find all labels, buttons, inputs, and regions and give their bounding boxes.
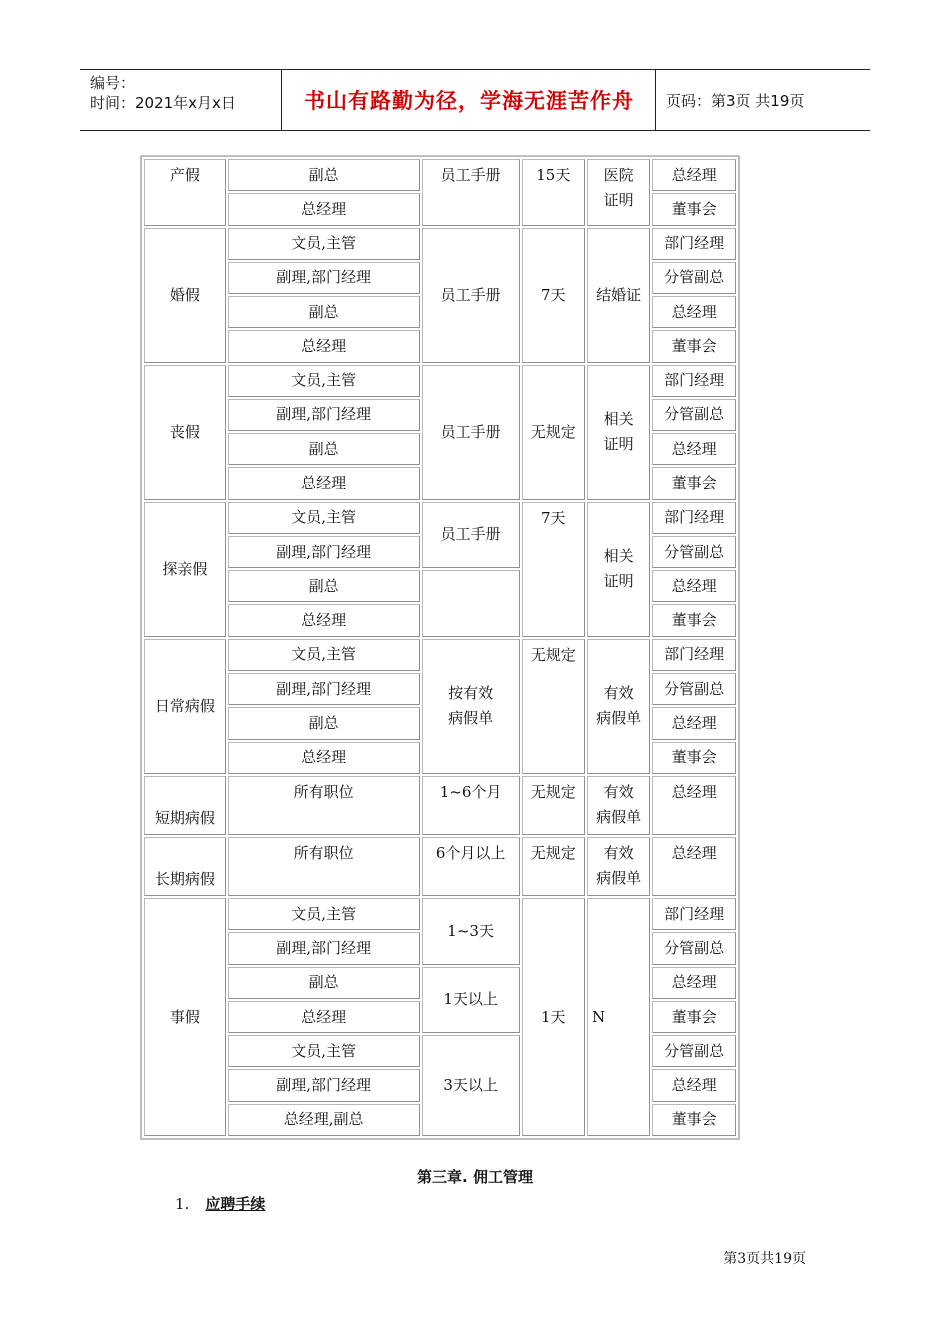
cell-text: 副理,部门经理 <box>276 542 372 561</box>
cell-text: 1~6个月 <box>439 782 502 801</box>
table-cell <box>228 570 420 602</box>
cell-text: 部门经理 <box>664 234 725 253</box>
cell-text: 总经理,副总 <box>283 1110 364 1129</box>
cell-text: 证明 <box>603 191 634 209</box>
leave-approval-table <box>140 155 740 1140</box>
table-cell <box>228 639 420 671</box>
cell-text: 员工手册 <box>440 166 501 184</box>
table-row <box>144 228 736 260</box>
table-cell <box>652 932 736 964</box>
table-cell <box>522 776 585 835</box>
cell-text: 无规定 <box>530 645 576 664</box>
cell-text: 无规定 <box>530 782 576 801</box>
table-cell <box>652 673 736 705</box>
cell-text: 有效 <box>603 782 634 801</box>
table-cell <box>652 1001 736 1033</box>
cell-text: 日常病假 <box>154 696 215 715</box>
cell-text: 董事会 <box>671 474 717 493</box>
table-cell <box>228 776 420 835</box>
cell-text: 1天以上 <box>443 990 498 1009</box>
cell-text: 分管副总 <box>664 268 725 287</box>
section-title: 应聘手续 <box>205 1195 266 1213</box>
cell-text: 文员,主管 <box>291 371 357 390</box>
table-cell <box>422 228 520 363</box>
table-cell <box>652 159 736 191</box>
cell-text: 总经理 <box>671 165 717 184</box>
cell-text: 相关 <box>603 547 634 566</box>
cell-text: 按有效 <box>448 684 494 703</box>
cell-text: 董事会 <box>671 336 717 355</box>
table-row <box>144 639 736 671</box>
cell-text: 总经理 <box>671 843 717 862</box>
cell-text: 分管副总 <box>664 542 725 561</box>
cell-text: 相关 <box>603 410 634 429</box>
table-cell <box>652 776 736 835</box>
table-cell <box>652 967 736 999</box>
cell-text: 总经理 <box>301 336 347 355</box>
table-row <box>144 365 736 397</box>
cell-text: 副总 <box>308 439 339 458</box>
cell-text: 董事会 <box>671 611 717 630</box>
table-cell <box>228 365 420 397</box>
table-cell <box>422 776 520 835</box>
leave-approval-table-container <box>140 155 740 1140</box>
table-cell <box>587 898 650 1136</box>
cell-text: 总经理 <box>301 611 347 630</box>
table-cell <box>652 1069 736 1101</box>
table-cell <box>228 1104 420 1136</box>
table-cell <box>228 707 420 739</box>
table-cell <box>228 536 420 568</box>
cell-text: 病假单 <box>596 868 642 887</box>
table-cell <box>652 467 736 499</box>
table-cell <box>228 1035 420 1067</box>
cell-text: 总经理 <box>301 199 347 218</box>
table-cell <box>144 776 226 835</box>
table-cell <box>228 604 420 636</box>
table-cell <box>587 837 650 896</box>
table-cell <box>652 536 736 568</box>
table-cell <box>587 159 650 226</box>
cell-text: 分管副总 <box>664 938 725 957</box>
table-cell <box>652 707 736 739</box>
cell-text: 7天 <box>541 508 566 527</box>
table-cell <box>652 296 736 328</box>
table-cell <box>652 193 736 225</box>
table-cell <box>228 433 420 465</box>
cell-text: 证明 <box>603 435 634 454</box>
table-row <box>144 159 736 191</box>
table-row <box>144 776 736 835</box>
table-cell <box>228 228 420 260</box>
table-cell <box>652 639 736 671</box>
cell-text: 病假单 <box>596 807 642 826</box>
cell-text: 证明 <box>603 572 634 591</box>
table-cell <box>652 433 736 465</box>
page-header <box>80 69 870 131</box>
cell-text: 无规定 <box>530 843 576 862</box>
cell-text: 副理,部门经理 <box>276 268 372 287</box>
cell-text: 事假 <box>169 1007 200 1026</box>
table-row <box>144 502 736 534</box>
table-row <box>144 898 736 930</box>
cell-text: 总经理 <box>671 782 717 801</box>
cell-text: 总经理 <box>671 1076 717 1095</box>
cell-text: 部门经理 <box>664 645 725 664</box>
cell-text: 无规定 <box>530 422 576 441</box>
table-cell <box>144 365 226 500</box>
table-cell <box>422 502 520 569</box>
table-cell <box>228 159 420 191</box>
table-cell <box>652 604 736 636</box>
cell-text: 部门经理 <box>664 508 725 527</box>
table-row <box>144 837 736 896</box>
table-cell <box>652 399 736 431</box>
table-cell <box>522 365 585 500</box>
table-cell <box>228 399 420 431</box>
table-cell <box>422 159 520 226</box>
chapter-title: 第三章. 佣工管理 <box>417 1168 533 1186</box>
table-cell <box>652 570 736 602</box>
table-cell <box>422 639 520 774</box>
cell-text: 7天 <box>541 285 566 304</box>
table-cell <box>587 639 650 774</box>
cell-text: 结婚证 <box>596 285 642 304</box>
cell-text: 副理,部门经理 <box>276 938 372 957</box>
table-cell <box>652 837 736 896</box>
cell-text: 董事会 <box>671 199 717 218</box>
table-cell <box>422 1035 520 1136</box>
cell-text: 婚假 <box>169 285 200 304</box>
cell-text: 员工手册 <box>440 285 501 304</box>
table-cell <box>522 898 585 1136</box>
cell-text: 文员,主管 <box>291 234 357 253</box>
table-cell <box>228 193 420 225</box>
cell-text: 总经理 <box>671 713 717 732</box>
cell-text: 短期病假 <box>154 808 215 827</box>
cell-text: 有效 <box>603 684 634 703</box>
cell-text: 员工手册 <box>440 422 501 441</box>
table-cell <box>144 837 226 896</box>
table-cell <box>422 837 520 896</box>
cell-text: 医院 <box>603 166 634 184</box>
cell-text: N <box>591 1007 606 1026</box>
table-cell <box>228 837 420 896</box>
table-cell <box>587 365 650 500</box>
table-cell <box>522 837 585 896</box>
table-cell <box>228 467 420 499</box>
table-cell <box>652 330 736 362</box>
cell-text: 副总 <box>308 713 339 732</box>
table-cell <box>652 898 736 930</box>
table-cell <box>652 502 736 534</box>
table-cell <box>652 1035 736 1067</box>
cell-text: 文员,主管 <box>291 508 357 527</box>
table-cell <box>522 228 585 363</box>
table-cell <box>228 742 420 774</box>
table-cell <box>228 673 420 705</box>
table-cell <box>422 967 520 1034</box>
cell-text: 产假 <box>169 166 200 184</box>
cell-text: 15天 <box>536 166 571 184</box>
document-time-label: 时间：2021年x月x日 <box>90 94 236 112</box>
header-meta <box>90 73 236 113</box>
leave-table-body <box>144 159 736 1136</box>
cell-text: 1~3天 <box>447 921 494 940</box>
cell-text: 3天以上 <box>443 1076 498 1095</box>
cell-text: 长期病假 <box>154 870 215 889</box>
table-cell <box>144 898 226 1136</box>
cell-text: 6个月以上 <box>435 843 506 862</box>
table-cell <box>652 228 736 260</box>
cell-text: 病假单 <box>448 709 494 728</box>
cell-text: 分管副总 <box>664 679 725 698</box>
cell-text: 总经理 <box>671 439 717 458</box>
table-cell <box>228 967 420 999</box>
table-cell <box>652 742 736 774</box>
section-heading <box>175 1193 273 1214</box>
cell-text: 副总 <box>308 166 339 184</box>
header-motto: 书山有路勤为径，学海无涯苦作舟 <box>304 89 634 113</box>
table-cell <box>652 365 736 397</box>
cell-text: 文员,主管 <box>291 904 357 923</box>
table-cell <box>652 262 736 294</box>
cell-text: 所有职位 <box>293 782 354 801</box>
table-cell <box>587 502 650 637</box>
cell-text: 副总 <box>308 302 339 321</box>
cell-text: 副理,部门经理 <box>276 679 372 698</box>
cell-text: 文员,主管 <box>291 645 357 664</box>
table-cell <box>587 776 650 835</box>
table-cell <box>587 228 650 363</box>
table-cell <box>228 262 420 294</box>
cell-text: 分管副总 <box>664 405 725 424</box>
table-cell <box>228 330 420 362</box>
cell-text: 病假单 <box>596 709 642 728</box>
cell-text: 丧假 <box>169 422 200 441</box>
cell-text: 员工手册 <box>440 525 501 544</box>
section-number: 1. <box>175 1195 190 1213</box>
cell-text: 董事会 <box>671 1110 717 1129</box>
table-cell <box>144 502 226 637</box>
cell-text: 副理,部门经理 <box>276 1076 372 1095</box>
table-cell <box>228 898 420 930</box>
cell-text: 总经理 <box>301 1007 347 1026</box>
cell-text: 部门经理 <box>664 371 725 390</box>
cell-text: 副总 <box>308 973 339 992</box>
cell-text: 总经理 <box>301 474 347 493</box>
cell-text: 总经理 <box>671 973 717 992</box>
cell-text: 董事会 <box>671 748 717 767</box>
table-cell <box>422 570 520 637</box>
table-cell <box>522 502 585 637</box>
cell-text: 总经理 <box>301 748 347 767</box>
document-number-label: 编号： <box>90 74 136 92</box>
cell-text: 副理,部门经理 <box>276 405 372 424</box>
table-cell <box>228 1069 420 1101</box>
page-footer: 第3页共19页 <box>723 1251 806 1267</box>
table-cell <box>228 932 420 964</box>
table-cell <box>228 1001 420 1033</box>
table-cell <box>144 639 226 774</box>
table-cell <box>422 898 520 965</box>
table-cell <box>652 1104 736 1136</box>
table-cell <box>522 639 585 774</box>
table-cell <box>522 159 585 226</box>
table-cell <box>228 502 420 534</box>
cell-text: 探亲假 <box>162 559 208 578</box>
cell-text: 有效 <box>603 843 634 862</box>
cell-text: 所有职位 <box>293 843 354 862</box>
cell-text: 文员,主管 <box>291 1041 357 1060</box>
cell-text: 总经理 <box>671 576 717 595</box>
table-cell <box>422 365 520 500</box>
cell-text: 分管副总 <box>664 1041 725 1060</box>
header-page-info: 页码：第3页 共19页 <box>666 91 805 110</box>
cell-text: 部门经理 <box>664 904 725 923</box>
cell-text: 总经理 <box>671 302 717 321</box>
cell-text: 副总 <box>308 576 339 595</box>
table-cell <box>144 228 226 363</box>
table-cell <box>144 159 226 226</box>
table-cell <box>228 296 420 328</box>
cell-text: 董事会 <box>671 1007 717 1026</box>
cell-text: 1天 <box>541 1007 566 1026</box>
